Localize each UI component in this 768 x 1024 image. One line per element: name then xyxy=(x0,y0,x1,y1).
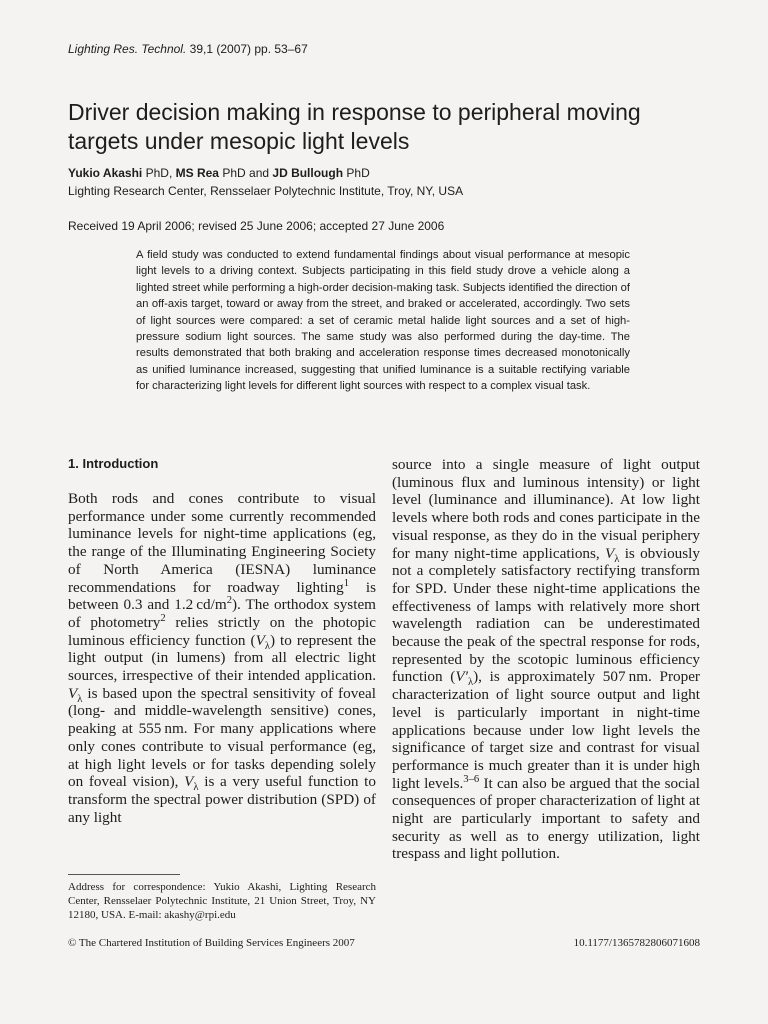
italic-symbol: V xyxy=(255,631,265,649)
italic-symbol: V xyxy=(184,773,194,791)
author-name: MS Rea xyxy=(175,166,219,180)
intro-paragraph-left: Both rods and cones contribute to visual performance under some currently recommended luminance levels for night-time applications (eg, the range of the Illuminating Engineering Society of North America (IESNA) luminance recommendations for roadway lighting$^1$ is between 0.3 and 1.2 $cd/m^2$). The orthodox system of photometry$^2$ relies strictly on the photopic luminous efficiency function $(V_\lambda)$ to represent the light output (in lumens) from all electric light sources, irrespective of their intended application. $V_\lambda$ is based upon the spectral sensitivity of foveal (long- and middle-wavelength sensitive) cones, peaking at 555 nm. For many applications where only cones contribute to visual performance (eg, at high light levels or for tasks depending solely on foveal vision), $V_\lambda$ is a very useful function to transform the spectral power distribution (SPD) of any light xyxy=(68,490,377,826)
subscript: λ xyxy=(467,677,474,689)
subscript: λ xyxy=(614,553,620,565)
journal-name: Lighting Res. Technol. xyxy=(68,42,187,56)
right-column xyxy=(392,456,700,863)
footnote-rule xyxy=(68,874,180,875)
author-list xyxy=(68,166,370,180)
section-heading: 1. Introduction xyxy=(68,456,159,471)
subscript: λ xyxy=(193,782,199,794)
author-name: Yukio Akashi xyxy=(68,166,143,180)
left-column xyxy=(68,454,376,826)
author-degree: PhD xyxy=(145,166,169,180)
subscript: λ xyxy=(77,693,83,705)
citation-superscript: 2 xyxy=(226,595,232,607)
abstract: A field study was conducted to extend fundamental findings about visual performance at mesopic light levels to a driving context. Subjects participating in this field study drove a vehicle along a lighted street while performing a high-order decision-making task. Subjects identified the direction of an off-axis target, toward or away from the street, and braked or accelerated, accordingly. Two sets of light sources were compared: a set of ceramic metal halide light sources and a set of high-pressure sodium light sources. The same study was also performed during the day-time. The results demonstrated that both braking and acceleration response times decreased monotonically as unified luminance increased, suggesting that unified luminance is a suitable rectifying variable for characterizing light levels for different light sources with respect to a complex visual task. xyxy=(136,249,630,393)
article-title: Driver decision making in response to peripheral moving targets under mesopic light levels xyxy=(68,99,641,154)
author-separator: , xyxy=(168,166,173,180)
italic-symbol: V xyxy=(604,544,615,562)
italic-symbol: V xyxy=(68,684,78,702)
subscript: λ xyxy=(264,640,270,652)
journal-citation xyxy=(68,42,308,56)
citation-superscript: 3–6 xyxy=(463,773,480,785)
citation-superscript: 1 xyxy=(343,577,350,589)
received-dates: Received 19 April 2006; revised 25 June 2006; accepted 27 June 2006 xyxy=(68,219,445,233)
affiliation: Lighting Research Center, Rensselaer Polytechnic Institute, Troy, NY, USA xyxy=(68,184,464,198)
italic-symbol: V′ xyxy=(455,668,468,686)
author-separator: and xyxy=(249,166,270,180)
author-degree: PhD xyxy=(222,166,246,180)
copyright-notice: © The Chartered Institution of Building Services Engineers 2007 xyxy=(68,937,355,949)
author-name: JD Bullough xyxy=(272,166,344,180)
correspondence-footnote: Address for correspondence: Yukio Akashi, Lighting Research Center, Rensselaer Polytechnic Institute, 21 Union Street, Troy, NY 12180, USA. E-mail: akashy@rpi.edu xyxy=(68,881,376,922)
intro-paragraph-right: source into a single measure of light output (luminous flux and luminous intensity) or light level (luminance and illuminance). At low light levels where both rods and cones participate in the visual response, as they do in the visual periphery for many night-time applications, $V_\lambda$ is obviously not a completely satisfactory rectifying transform for SPD. Under these night-time applications the effectiveness of lamps with relatively more short wavelength radiation can be underestimated because the peak of the spectral response for rods, represented by the scotopic luminous efficiency function $(V'_\lambda)$, is approximately 507 nm. Proper characterization of light source output and light level is particularly important in night-time applications because under low light levels the significance of target size and contrast for visual performance is much greater than it is under high light levels.$^{3-6}$ It can also be argued that the social consequences of proper characterization of light at night are particularly important to safety and security as well as to energy utilization, light trespass and light pollution. xyxy=(392,456,701,863)
volume-pages: 39,1 (2007) pp. 53–67 xyxy=(189,42,308,56)
doi: 10.1177/1365782806071608 xyxy=(573,937,700,949)
author-degree: PhD xyxy=(346,166,370,180)
citation-superscript: 2 xyxy=(160,612,166,624)
